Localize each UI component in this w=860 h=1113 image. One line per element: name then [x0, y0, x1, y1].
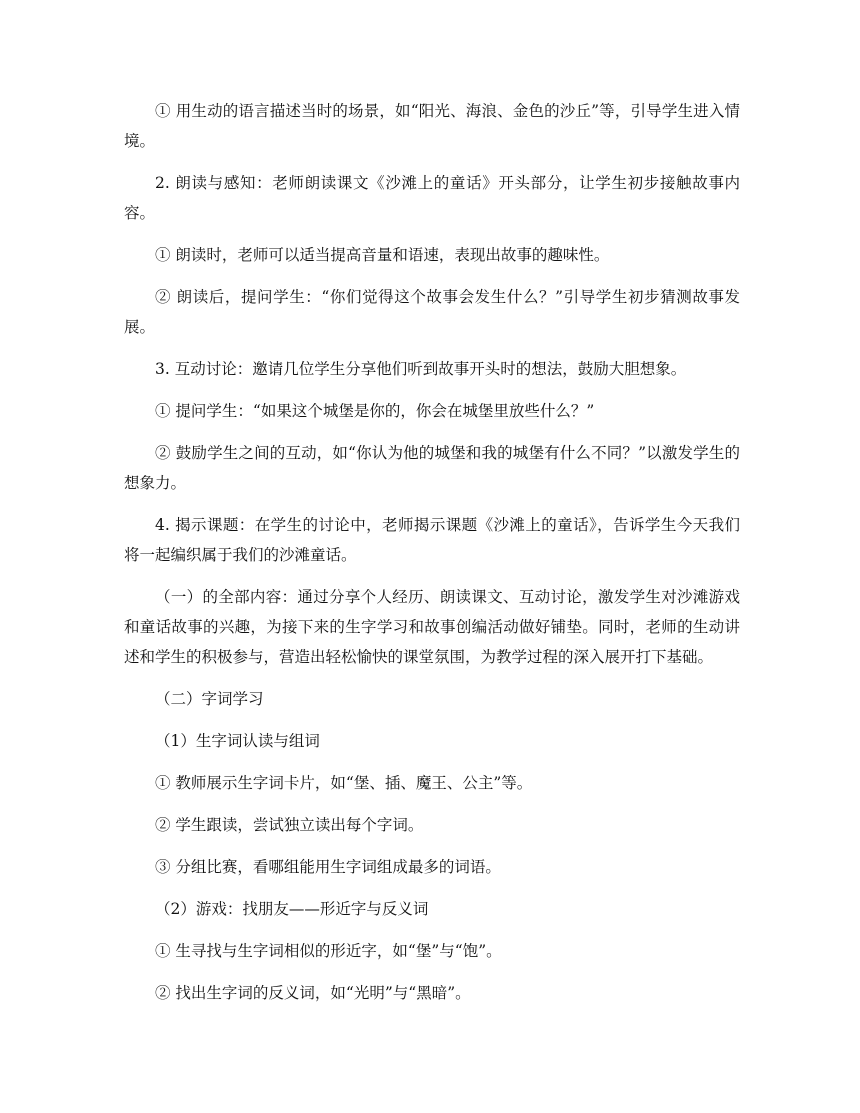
paragraph-word-cards: ① 教师展示生字词卡片，如“堡、插、魔王、公主”等。 [155, 774, 533, 792]
paragraph-section-summary: （一）的全部内容：通过分享个人经历、朗读课文、互动讨论，激发学生对沙滩游戏和童话故事的兴趣，为接下来的生字学习和故事创编活动做好铺垫。同时，老师的生动讲述和学生的积极参与，营造出轻松愉快的课堂氛围，为教学过程的深入展开打下基础。 [124, 588, 740, 666]
paragraph-reading-question: ② 朗读后，提问学生：“你们觉得这个故事会发生什么？”引导学生初步猜测故事发展。 [124, 288, 740, 336]
paragraph-castle-question: ① 提问学生：“如果这个城堡是你的，你会在城堡里放些什么？” [155, 402, 595, 420]
paragraph-interactive-discussion: 3. 互动讨论：邀请几位学生分享他们听到故事开头时的想法，鼓励大胆想象。 [155, 360, 687, 378]
paragraph-reading-tip: ① 朗读时，老师可以适当提高音量和语速，表现出故事的趣味性。 [155, 246, 610, 264]
paragraph-student-interaction: ② 鼓励学生之间的互动，如“你认为他的城堡和我的城堡有什么不同？”以激发学生的想象力。 [124, 444, 740, 492]
subheading-find-friends-game: （2）游戏：找朋友——形近字与反义词 [155, 900, 429, 918]
subheading-word-recognition: （1）生字词认读与组词 [155, 732, 320, 750]
paragraph-reading-perception: 2. 朗读与感知：老师朗读课文《沙滩上的童话》开头部分，让学生初步接触故事内容。 [124, 174, 740, 222]
paragraph-antonyms: ② 找出生字词的反义词，如“光明”与“黑暗”。 [155, 984, 471, 1002]
paragraph-similar-characters: ① 生寻找与生字词相似的形近字，如“堡”与“饱”。 [155, 942, 502, 960]
paragraph-follow-reading: ② 学生跟读，尝试独立读出每个字词。 [155, 816, 424, 834]
paragraph-scene-description: ① 用生动的语言描述当时的场景，如“阳光、海浪、金色的沙丘”等，引导学生进入情境。 [124, 102, 740, 150]
heading-word-study: （二）字词学习 [155, 690, 264, 708]
paragraph-reveal-topic: 4. 揭示课题：在学生的讨论中，老师揭示课题《沙滩上的童话》，告诉学生今天我们将一起编织属于我们的沙滩童话。 [124, 516, 740, 564]
document-body [124, 96, 740, 1020]
paragraph-group-contest: ③ 分组比赛，看哪组能用生字词组成最多的词语。 [155, 858, 501, 876]
